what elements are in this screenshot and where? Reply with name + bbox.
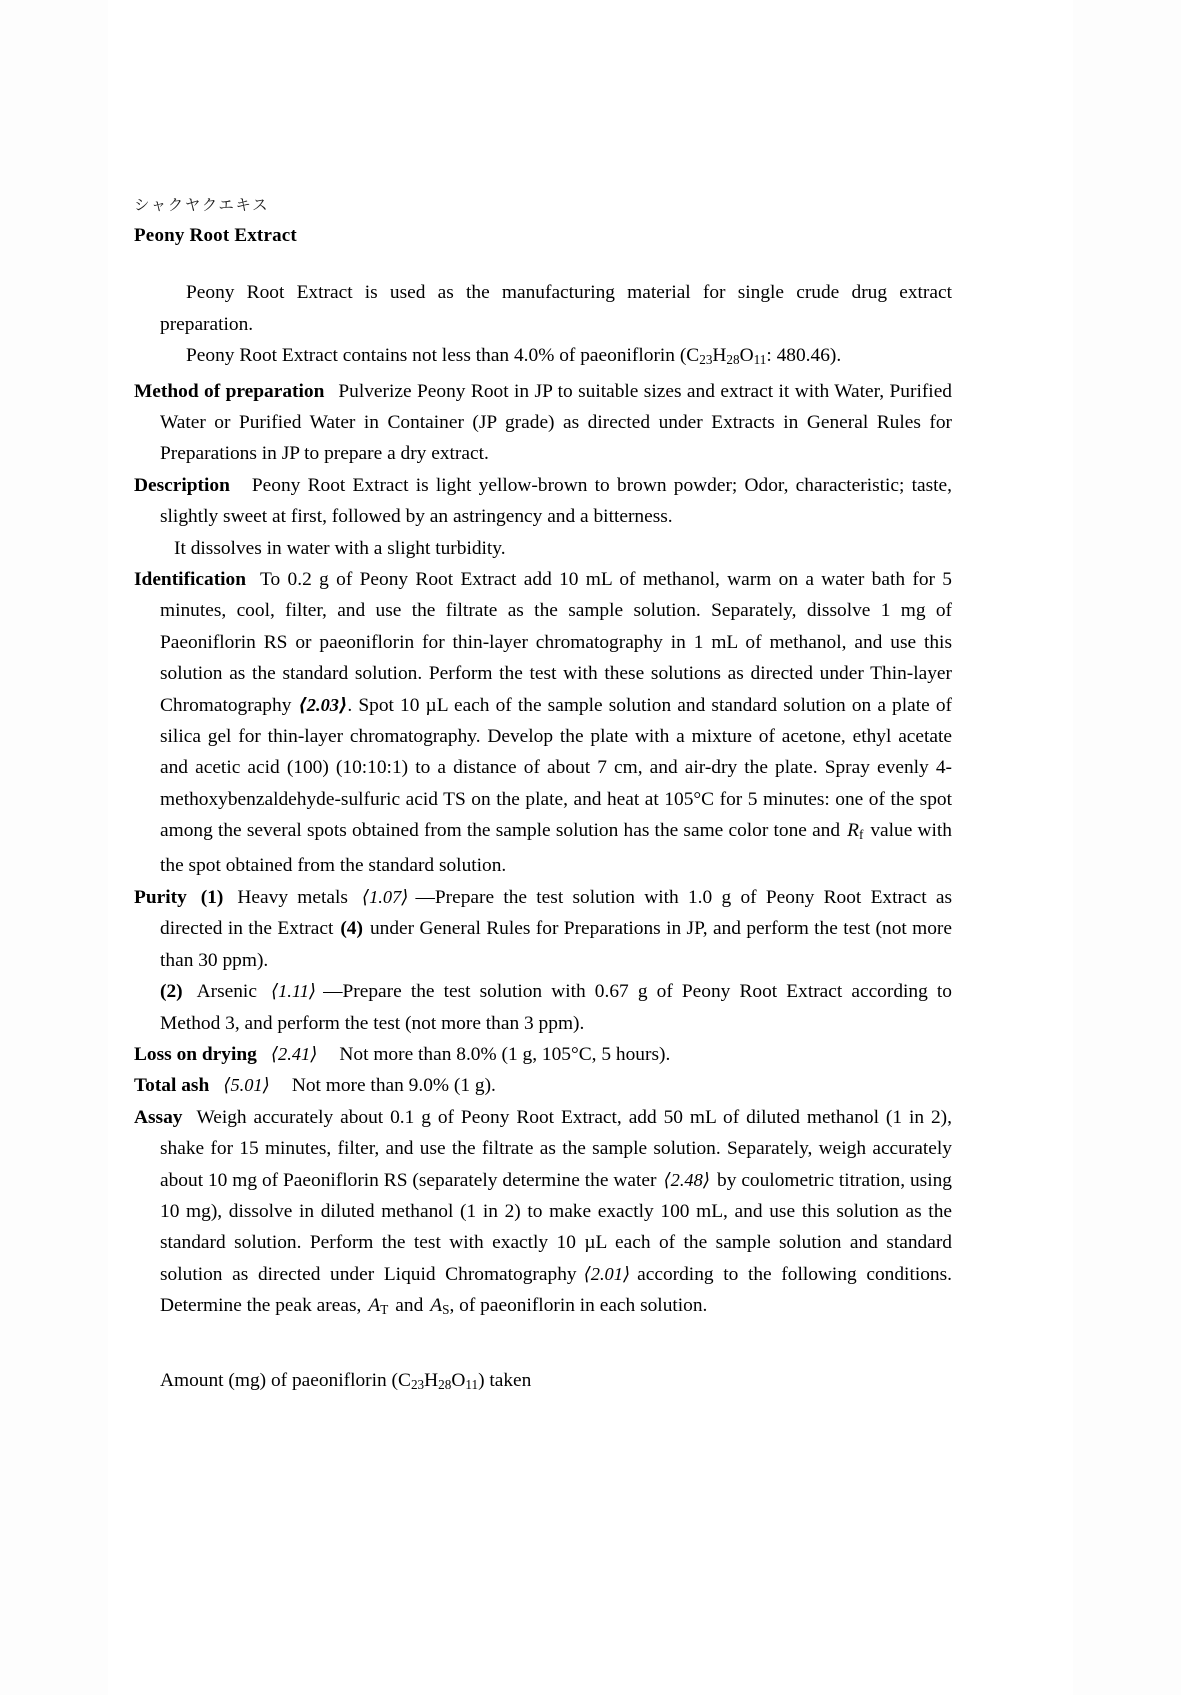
assay-body-part5: , of paeoniflorin in each solution. [449, 1295, 708, 1317]
page-title: Peony Root Extract [134, 224, 297, 246]
identification-body-part1: To 0.2 g of Peony Root Extract add 10 mL of methanol, warm on a water bath for 5 minutes, cool, filter, and use the filtrate as the sample solution. Separately, dissolve 1 mg of Paeoniflorin RS or paeoniflorin for thin-layer chromatography in 1 mL of methanol, and use this solution as the standard solution. Perform the test with these solutions as directed under Thin-layer Chromatography [160, 568, 952, 716]
rf-symbol: R [847, 820, 859, 842]
peak-area-at-symbol: A [368, 1295, 381, 1317]
peak-area-as-subscript: S [442, 1302, 450, 1318]
reference-2-41: ⟨2.41⟩ [270, 1043, 318, 1064]
purity-item-1-body-2: under General Rules for Preparations in JP, and perform the test (not more than 30 ppm). [160, 918, 952, 971]
intro-text-2-suffix: : 480.46). [766, 345, 842, 367]
section-label-total-ash: Total ash [134, 1075, 210, 1097]
purity-item-2-body: —Prepare the test solution with 0.67 g of Peony Root Extract according to Method 3, and perform the test (not more than 3 ppm). [160, 981, 952, 1034]
section-label-method: Method of preparation [134, 380, 325, 402]
formula-sub-28: 28 [726, 352, 740, 368]
japanese-title: シャクヤクエキス [134, 196, 270, 214]
assay-body-part1: Weigh accurately about 0.1 g of Peony Root Extract, add 50 mL of diluted methanol (1 in 2), shake for 15 minutes, filter, and use the filtrate as the sample solution. Separately, weigh accurately about 10 mg of Paeoniflorin RS (separately determine the water [160, 1106, 952, 1191]
formula-o: O [739, 345, 754, 367]
reference-2-03: ⟨2.03⟩ [298, 694, 348, 715]
footer-sub-23: 23 [410, 1377, 425, 1393]
intro-paragraph-1 [134, 277, 952, 340]
purity-item-1-name: Heavy metals [237, 886, 348, 908]
identification-body-part2: . Spot 10 µL each of the sample solution and standard solution on a plate of silica gel for thin-layer chromatography. Develop the plate with a mixture of acetone, ethyl acetate and acetic acid (100) (10:10:1) to a distance of about 7 cm, and air-dry the plate. Spray evenly 4-methoxybenzaldehyde-sulfuric acid TS on the plate, and heat at 105°C for 5 minutes: one of the spot among the several spots obtained from the sample solution has the same color tone and [160, 694, 952, 842]
identification-body-part3: value with the spot obtained from the standard solution. [160, 820, 952, 877]
footer-h: H [424, 1370, 439, 1392]
reference-1-11: ⟨1.11⟩ [270, 981, 317, 1002]
page-right-margin [1073, 0, 1181, 1695]
purity-item-2-number: (2) [160, 981, 183, 1003]
peak-area-at-subscript: T [380, 1302, 389, 1318]
section-method-of-preparation [134, 376, 952, 470]
amount-formula-line [134, 1365, 952, 1400]
intro-paragraph-2 [134, 340, 952, 375]
footer-sub-11: 11 [465, 1377, 479, 1393]
section-assay [134, 1102, 952, 1326]
purity-extract-number: (4) [340, 918, 363, 940]
reference-2-48: ⟨2.48⟩ [663, 1169, 711, 1190]
purity-item-2-name: Arsenic [196, 981, 257, 1003]
section-loss-on-drying [134, 1039, 952, 1070]
description-continuation [134, 533, 952, 564]
rf-subscript: f [858, 827, 864, 843]
reference-1-07: ⟨1.07⟩ [361, 886, 409, 907]
section-body-description: Peony Root Extract is light yellow-brown to brown powder; Odor, characteristic; taste, slightly sweet at first, followed by an astringency and a bitterness. [160, 474, 952, 528]
loss-on-drying-body: Not more than 8.0% (1 g, 105°C, 5 hours). [339, 1043, 671, 1065]
footer-o: O [451, 1370, 466, 1392]
purity-item-1-body: —Prepare the test solution with 1.0 g of Peony Root Extract as directed in the Extract [160, 886, 952, 940]
total-ash-body: Not more than 9.0% (1 g). [291, 1075, 496, 1097]
amount-prefix: Amount (mg) of paeoniflorin (C [160, 1370, 411, 1392]
section-purity-item-1 [134, 882, 952, 976]
amount-suffix: ) taken [478, 1370, 532, 1392]
peak-area-as-symbol: A [430, 1295, 443, 1317]
page-left-margin [0, 0, 108, 1695]
assay-body-part4: and [395, 1295, 424, 1317]
reference-5-01: ⟨5.01⟩ [223, 1075, 270, 1096]
section-label-description: Description [134, 474, 230, 496]
section-purity-item-2 [134, 976, 952, 1039]
assay-body-part3: according to the following conditions. Determine the peak areas, [160, 1263, 952, 1317]
document-content [134, 196, 952, 1401]
section-label-purity: Purity [134, 886, 187, 908]
formula-sub-23: 23 [699, 352, 713, 368]
section-total-ash [134, 1070, 952, 1101]
assay-body-part2: by coulometric titration, using 10 mg), dissolve in diluted methanol (1 in 2) to make exactly 100 mL, and use this solution as the standard solution. Perform the test with exactly 10 µL each of the sample solution and standard solution as directed under Liquid Chromatography [160, 1169, 952, 1285]
reference-2-01: ⟨2.01⟩ [583, 1263, 631, 1284]
section-body-method: Pulverize Peony Root in JP to suitable sizes and extract it with Water, Purified Water or Purified Water in Container (JP grade) as directed under Extracts in General Rules for Preparations in JP to prepare a dry extract. [160, 380, 952, 465]
section-identification [134, 564, 952, 882]
section-label-identification: Identification [134, 568, 247, 590]
purity-item-1-number: (1) [200, 886, 224, 908]
section-label-loss-on-drying: Loss on drying [134, 1043, 257, 1065]
formula-sub-11: 11 [753, 352, 767, 368]
intro-text-2-prefix: Peony Root Extract contains not less than 4.0% of paeoniflorin (C [186, 345, 700, 367]
intro-text-1: Peony Root Extract is used as the manufacturing material for single crude drug extract preparation. [160, 282, 952, 335]
section-description [134, 470, 952, 533]
footer-sub-28: 28 [438, 1377, 452, 1393]
description-dissolve-text: It dissolves in water with a slight turbidity. [174, 537, 506, 559]
section-label-assay: Assay [134, 1106, 183, 1128]
formula-h: H [712, 345, 727, 367]
